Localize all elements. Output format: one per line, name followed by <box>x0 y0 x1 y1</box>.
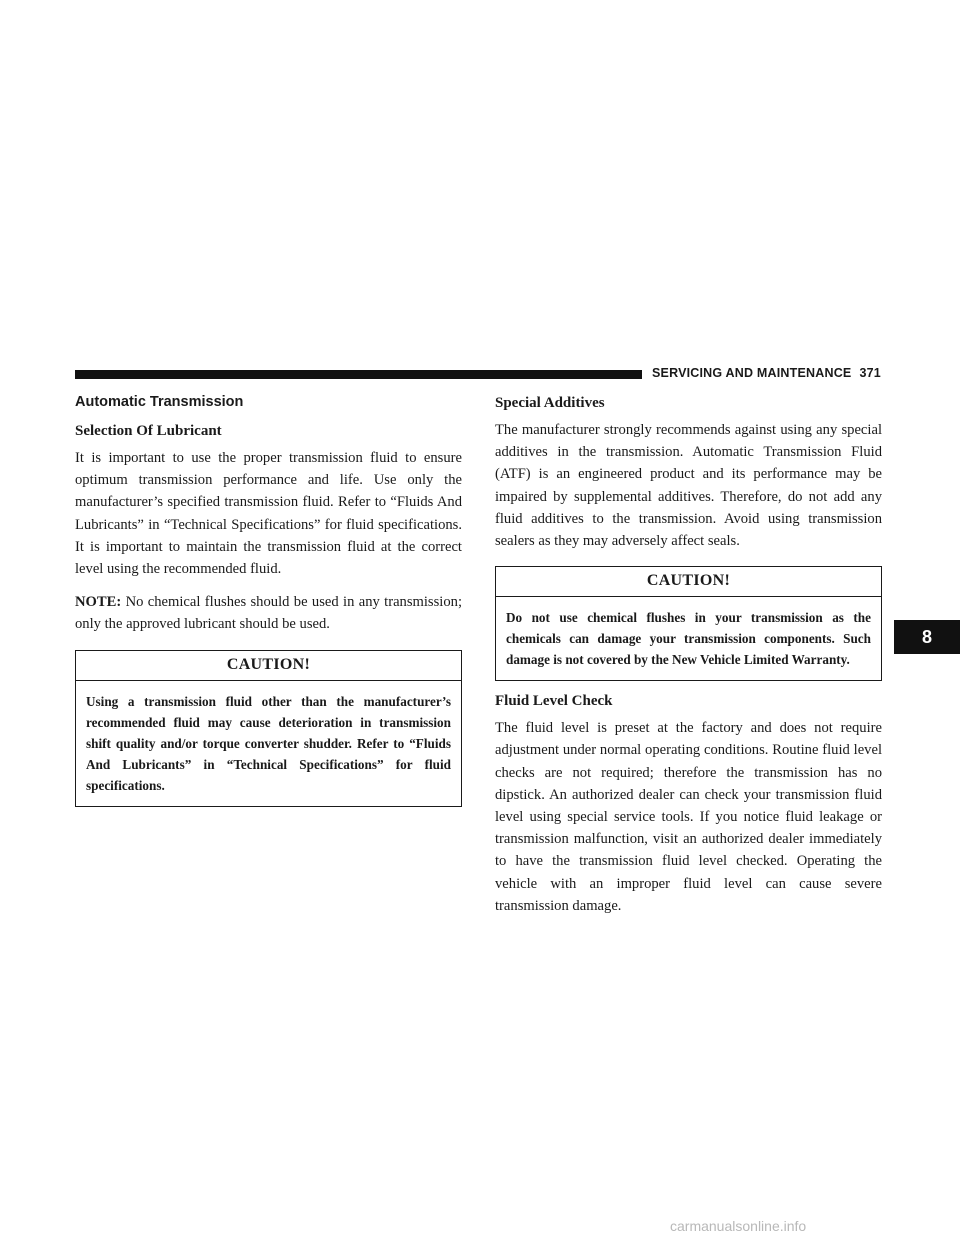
subhead-fluid-level-check: Fluid Level Check <box>495 693 613 710</box>
left-column <box>75 393 462 817</box>
caution-title: CAUTION! <box>496 567 881 597</box>
right-column <box>495 393 882 928</box>
note-text: No chemical flushes should be used in any transmission; only the approved lubricant should be used. <box>75 594 462 633</box>
page-number: 371 <box>859 366 881 380</box>
note-label: NOTE: <box>75 594 122 611</box>
caution-box-right <box>495 566 882 681</box>
header-rule <box>75 370 642 379</box>
watermark: carmanualsonline.info <box>670 1218 807 1234</box>
paragraph-additives: The manufacturer strongly recommends against using any special additives in the transmission. Automatic Transmission Fluid (ATF) is an engineered product and its performance may be impaired by supplemental additives. Therefore, do not add any fluid additives to the transmission. Avoid using transmission sealers as they may adversely affect seals. <box>495 422 882 550</box>
subhead-special-additives: Special Additives <box>495 395 605 411</box>
caution-title: CAUTION! <box>76 651 461 681</box>
caution-text: Do not use chemical flushes in your transmission as the chemicals can damage your transmission components. Such damage is not covered by the New Vehicle Limited Warranty. <box>506 610 871 668</box>
paragraph-lubricant: It is important to use the proper transmission fluid to ensure optimum transmission performance and life. Use only the manufacturer’s specified transmission fluid. Refer to “Fluids And Lubricants” in “Technical Specifications” for fluid specifications. It is important to maintain the transmission fluid at the correct level using the recommended fluid. <box>75 450 462 578</box>
section-name: SERVICING AND MAINTENANCE <box>652 366 852 380</box>
subhead-selection-of-lubricant: Selection Of Lubricant <box>75 423 222 439</box>
note-paragraph <box>75 591 462 635</box>
chapter-tab: 8 <box>894 620 960 654</box>
caution-text: Using a transmission fluid other than the manufacturer’s recommended fluid may cause deterioration in transmission shift quality and/or torque converter shudder. Refer to “Fluids And Lubricants” in “Technical Specifications” for fluid specifications. <box>86 693 451 793</box>
paragraph-fluid-level: The fluid level is preset at the factory and does not require adjustment under normal operating conditions. Routine fluid level checks are not required; therefore the transmission has no dipstick. An authorized dealer can check your transmission fluid level using special service tools. If you notice fluid leakage or transmission malfunction, visit an authorized dealer immediately to have the transmission fluid level checked. Operating the vehicle with an improper fluid level can cause severe transmission damage. <box>495 720 882 914</box>
caution-box-left <box>75 650 462 807</box>
running-header <box>652 366 881 380</box>
section-title: Automatic Transmission <box>75 394 244 410</box>
